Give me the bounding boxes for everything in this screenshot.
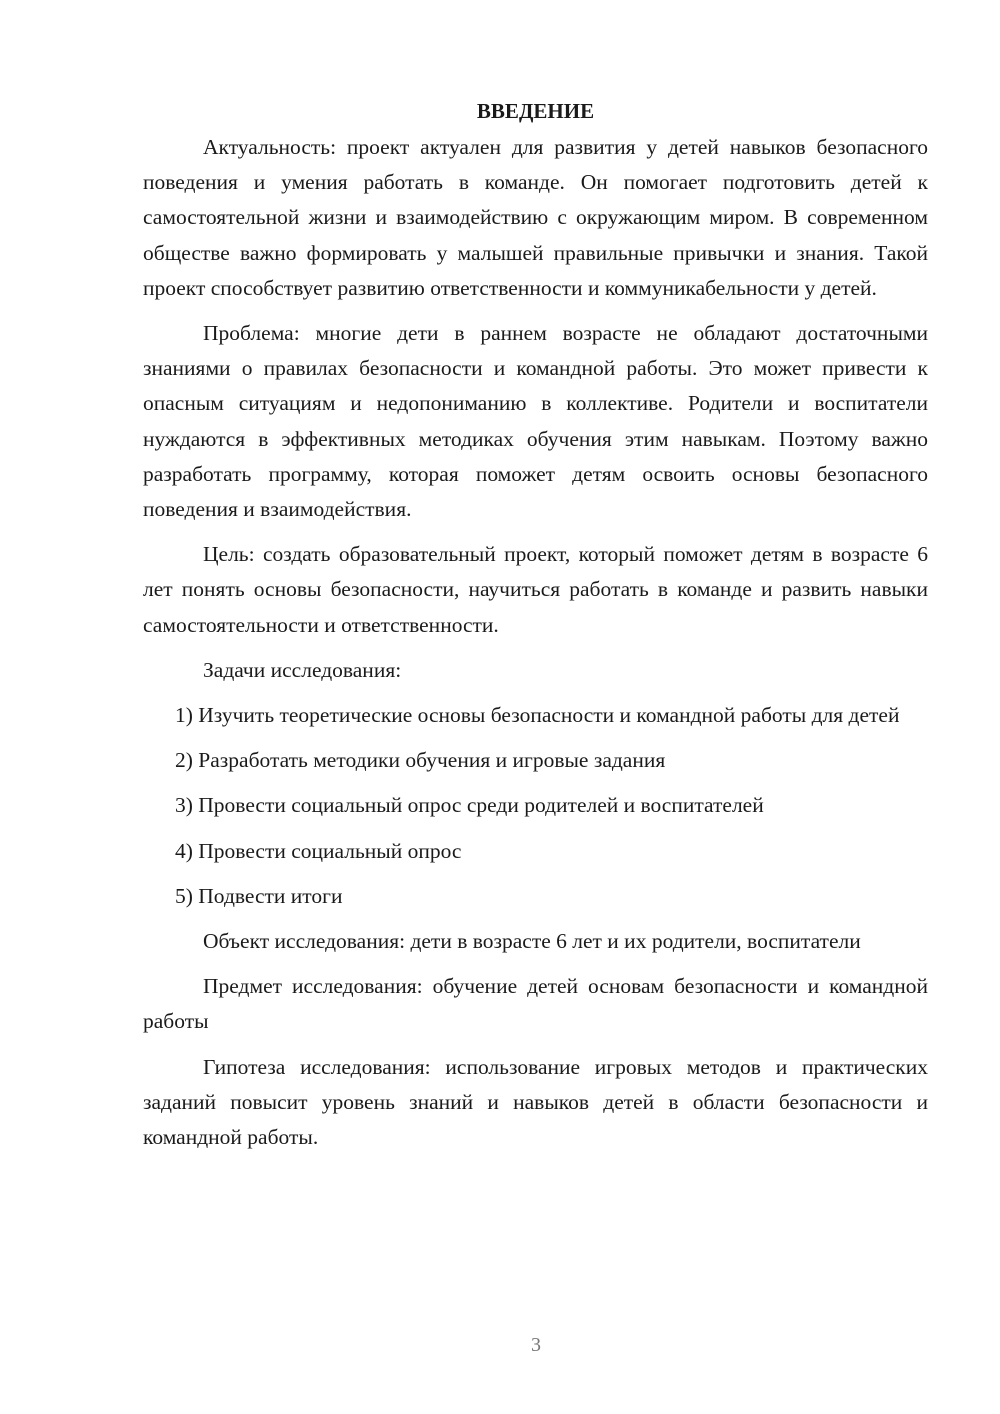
problem-paragraph: Проблема: многие дети в раннем возрасте не обладают достаточными знаниями о правилах безопасности и командной работы. Это может привести к опасным ситуациям и недопониманию в коллективе. Родители и воспитатели нуждаются в эффективных методиках обучения этим навыкам. Поэтому важно разработать программу, которая поможет детям освоить основы безопасного поведения и взаимодействия.: [143, 321, 928, 522]
document-title: ВВЕДЕНИЕ: [476, 99, 595, 123]
hypothesis-paragraph: Гипотеза исследования: использование игровых методов и практических заданий повысит уровень знаний и навыков детей в области безопасности и командной работы.: [143, 1054, 928, 1150]
relevance-paragraph: Актуальность: проект актуален для развития у детей навыков безопасного поведения и умения работать в команде. Он помогает подготовить детей к самостоятельной жизни и взаимодействию с окружающим миром. В современном обществе важно формировать у малышей правильные привычки и знания. Такой проект способствует развитию ответственности и коммуникабельности у детей.: [143, 135, 928, 300]
tasks-heading: Задачи исследования:: [203, 657, 402, 682]
task-item: 1) Изучить теоретические основы безопасности и командной работы для детей: [175, 703, 900, 728]
subject-paragraph: Предмет исследования: обучение детей основам безопасности и командной работы: [143, 974, 928, 1034]
document-page: [143, 96, 928, 1165]
object-paragraph: Объект исследования: дети в возрасте 6 лет и их родители, воспитатели: [203, 929, 861, 954]
task-item: 2) Разработать методики обучения и игровые задания: [175, 748, 666, 773]
page-number: 3: [531, 1334, 541, 1356]
task-item: 3) Провести социальный опрос среди родителей и воспитателей: [175, 793, 764, 818]
goal-paragraph: Цель: создать образовательный проект, который поможет детям в возрасте 6 лет понять основы безопасности, научиться работать в команде и развить навыки самостоятельности и ответственности.: [143, 542, 928, 637]
task-item: 5) Подвести итоги: [175, 883, 343, 908]
task-item: 4) Провести социальный опрос: [175, 838, 462, 863]
